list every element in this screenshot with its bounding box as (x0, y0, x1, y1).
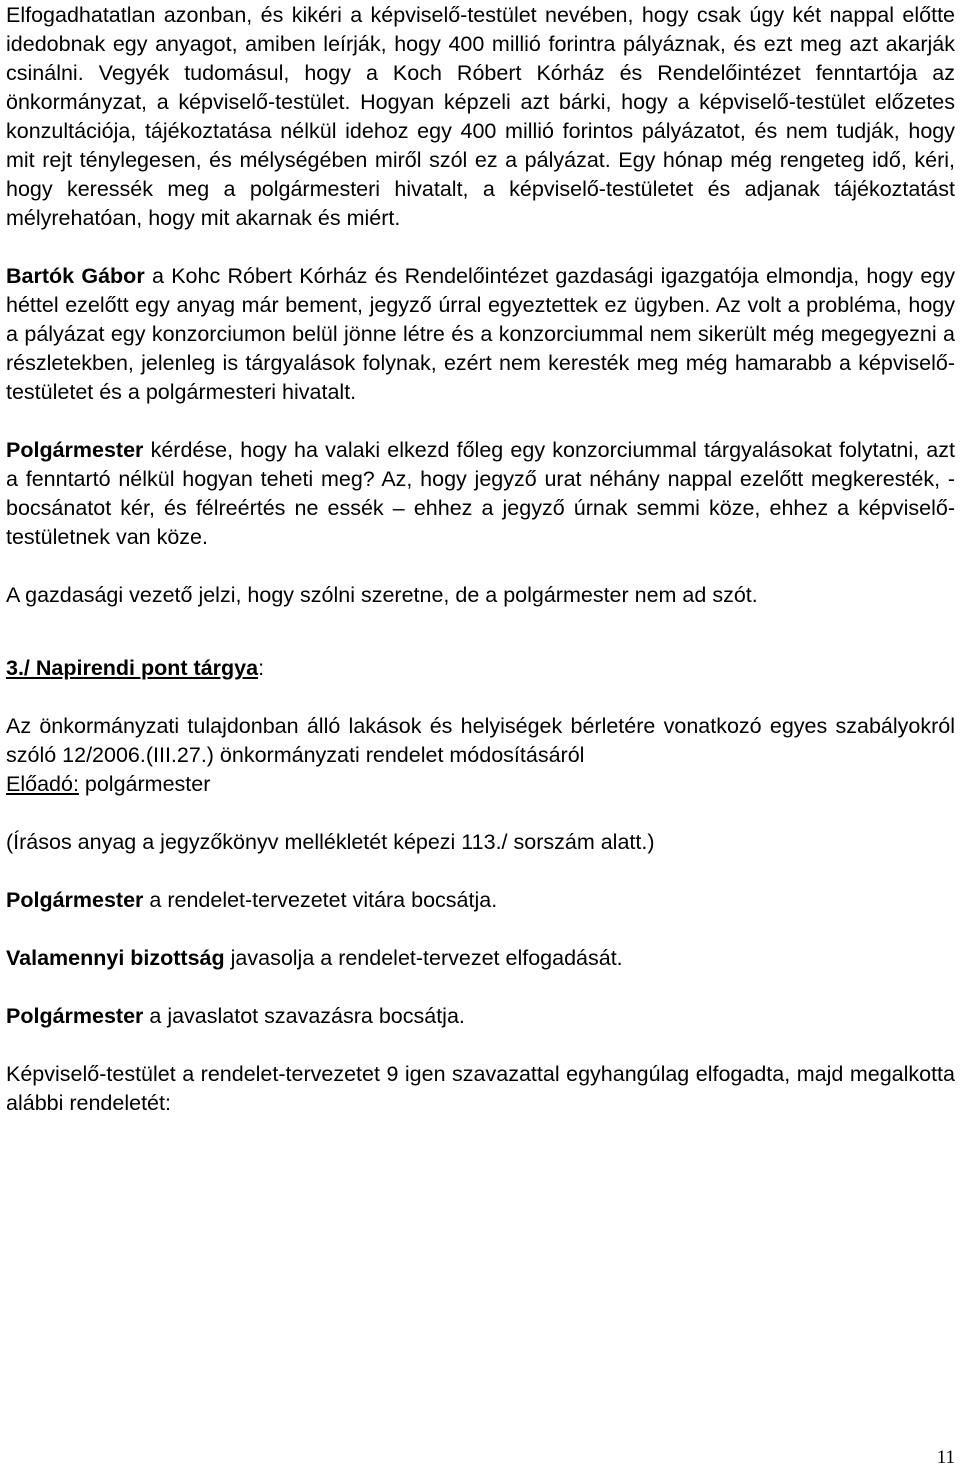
statement-mayor-debate (6, 886, 955, 915)
speaker-name: Valamennyi bizottság (6, 946, 225, 970)
paragraph-text: a Kohc Róbert Kórház és Rendelőintézet gazdasági igazgatója elmondja, hogy egy héttel ezelőtt egy anyag már bement, jegyző úrral egyeztettek ez ügyben. Az volt a probléma, hogy a pályázat egy konzorciumon belül jönne létre és a konzorciummal nem sikerült még megegyezni a részletekben, jelenleg is tárgyalások folynak, ezért nem keresték meg még hamarabb a képviselő-testületet és a polgármesteri hivatalt. (6, 264, 955, 404)
statement-committees (6, 944, 955, 973)
agenda-subject: Az önkormányzati tulajdonban álló lakások és helyiségek bérletére vonatkozó egyes szabályokról szóló 12/2006.(III.27.) önkormányzati rendelet módosításáról (6, 714, 955, 767)
paragraph-mayor-question (6, 436, 955, 552)
agenda-heading-text: 3./ Napirendi pont tárgya (6, 656, 259, 680)
statement-text: a javaslatot szavazásra bocsátja. (143, 1004, 465, 1028)
paragraph-bartok (6, 262, 955, 407)
paragraph-text: kérdése, hogy ha valaki elkezd főleg egy konzorciummal tárgyalásokat folytatni, azt a fenntartó nélkül hogyan teheti meg? Az, hogy jegyző urat néhány nappal ezelőtt megkeresték, - bocsánatot kér, és félreértés ne essék – ehhez a jegyző úrnak semmi köze, ehhez a képviselő-testületnek van köze. (6, 438, 955, 549)
speaker-name: Polgármester (6, 438, 144, 462)
statement-text: javasolja a rendelet-tervezet elfogadását. (224, 946, 623, 970)
presenter-value: polgármester (78, 772, 211, 796)
speaker-name: Polgármester (6, 1004, 144, 1028)
agenda-heading (6, 654, 955, 683)
paragraph-objection: Elfogadhatatlan azonban, és kikéri a képviselő-testület nevében, hogy csak úgy két nappal előtte idedobnak egy anyagot, amiben leírják, hogy 400 millió forintra pályáznak, és ezt meg azt akarják csinálni. Vegyék tudomásul, hogy a Koch Róbert Kórház és Rendelőintézet fenntartója az önkormányzat, a képviselő-testület. Hogyan képzeli azt bárki, hogy a képviselő-testület előzetes konzultációja, tájékoztatása nélkül idehoz egy 400 millió forintos pályázatot, és nem tudják, hogy mit rejt ténylegesen, és mélységében miről szól ez a pályázat. Egy hónap még rengeteg idő, kéri, hogy keressék meg a polgármesteri hivatalt, a képviselő-testületet és adjanak tájékoztatást mélyrehatóan, hogy mit akarnak és miért. (6, 3, 955, 230)
statement-resolution: Képviselő-testület a rendelet-tervezetet 9 igen szavazattal egyhangúlag elfogadta, majd megalkotta alábbi rendeletét: (6, 1062, 955, 1115)
speaker-name: Polgármester (6, 888, 144, 912)
agenda-written-note: (Írásos anyag a jegyzőkönyv mellékletét képezi 113./ sorszám alatt.) (6, 830, 655, 854)
speaker-name: Bartók Gábor (6, 264, 145, 288)
statement-mayor-vote (6, 1002, 955, 1031)
statement-text: a rendelet-tervezetet vitára bocsátja. (143, 888, 498, 912)
document-page (6, 1, 955, 1118)
agenda-heading-colon: : (258, 656, 265, 680)
agenda-presenter (6, 770, 955, 799)
paragraph-economic-director: A gazdasági vezető jelzi, hogy szólni szeretne, de a polgármester nem ad szót. (6, 583, 758, 607)
presenter-label: Előadó: (6, 772, 79, 796)
page-number: 11 (936, 1447, 955, 1468)
